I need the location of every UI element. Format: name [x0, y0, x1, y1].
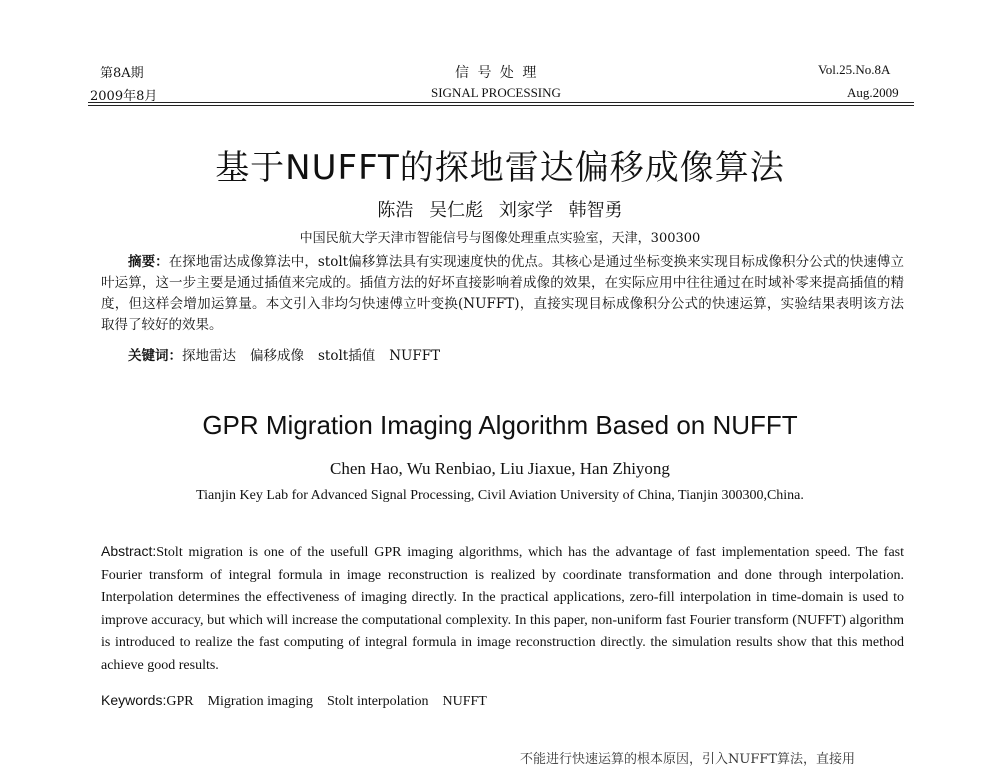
keyword-en: GPR [166, 694, 194, 709]
abstract-cn [101, 252, 904, 336]
issue-number: 第8A期 [100, 66, 144, 81]
keyword-en: Migration imaging [207, 694, 313, 709]
header-rule-top [88, 102, 914, 103]
authors-cn: 陈浩 吴仁彪 刘家学 韩智勇 [377, 200, 623, 221]
keywords-cn [128, 346, 440, 367]
keyword-cn: 偏移成像 [250, 348, 304, 364]
keyword-cn: NUFFT [389, 348, 441, 364]
keywords-label-en: Keywords: [101, 692, 167, 708]
keyword-en: Stolt interpolation [326, 694, 429, 709]
header-rule-bottom [88, 105, 914, 106]
keyword-en: NUFFT [442, 694, 487, 709]
affiliation-en: Tianjin Key Lab for Advanced Signal Processing, Civil Aviation University of China, Tianjin 300300,China. [196, 488, 804, 503]
volume-number: Vol.25.No.8A [818, 62, 891, 77]
paper-title-cn: 基于NUFFT的探地雷达偏移成像算法 [215, 148, 785, 188]
journal-name-en: SIGNAL PROCESSING [431, 85, 561, 100]
paper-title-en: GPR Migration Imaging Algorithm Based on NUFFT [202, 410, 798, 440]
abstract-label-cn: 摘要： [128, 254, 169, 270]
abstract-label-en: Abstract: [101, 543, 157, 559]
body-text-fragment: 不能进行快速运算的根本原因，引入NUFFT算法，直接用 [520, 752, 856, 767]
affiliation-cn: 中国民航大学天津市智能信号与图像处理重点实验室，天津，300300 [299, 231, 701, 246]
abstract-en [101, 540, 904, 677]
issue-date-en: Aug.2009 [847, 85, 899, 100]
keywords-label-cn: 关键词： [128, 348, 182, 364]
abstract-text-cn: 在探地雷达成像算法中，stolt偏移算法具有实现速度快的优点。其核心是通过坐标变换来实现目标成像积分公式的快速傅立叶运算，这一步主要是通过插值来完成的。插值方法的好坏直接影响着成像的效果，在实际应用中往往通过在时域补零来提高插值的精度，但这样会增加运算量。本文引入非均匀快速傅立叶变换(NUFFT)，直接实现目标成像积分公式的快速运算，实验结果表明该方法取得了较好的效果。 [101, 254, 904, 333]
keywords-en [101, 692, 487, 710]
issue-date-cn: 2009年8月 [90, 89, 158, 104]
keyword-cn: stolt插值 [318, 348, 376, 364]
abstract-text-en: Stolt migration is one of the usefull GPR imaging algorithms, which has the advantage of fast implementation speed. The fast Fourier transform of integral formula in image reconstruction is realized by coordinate transformation and done through interpolation. Interpolation determines the effectiveness of imaging directly. In the practical applications, zero-fill interpolation in time-domain is used to improve accuracy, but which will increase the computational complexity. In this paper, non-uniform fast Fourier transform (NUFFT) algorithm is introduced to realize the fast computing of integral formula in image reconstruction directly. the simulation results show that this method achieve good results. [101, 545, 904, 673]
authors-en: Chen Hao, Wu Renbiao, Liu Jiaxue, Han Zhiyong [330, 459, 670, 478]
journal-name-cn: 信 号 处 理 [455, 65, 539, 81]
keyword-cn: 探地雷达 [182, 348, 236, 364]
